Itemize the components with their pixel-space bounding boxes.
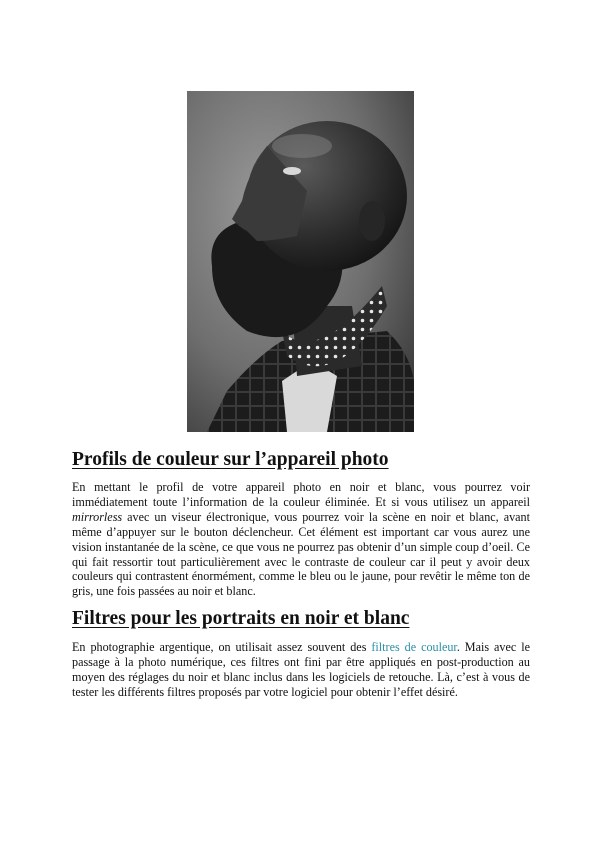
paragraph-text: En photographie argentique, on utilisait assez souvent des	[72, 640, 372, 654]
section-heading-color-profiles: Profils de couleur sur l’appareil photo	[72, 449, 389, 470]
section-paragraph-color-profiles	[72, 480, 530, 599]
paragraph-text: . Mais avec le passage à la photo numérique, ces filtres ont fini par être appliqués en post-production au moyen des réglages du noir et blanc inclus dans les logiciels de retouche. Là, c’est à vous de tester les différents filtres proposés par votre logiciel pour obtenir l’effet désiré.	[72, 640, 530, 699]
portrait-photo	[187, 91, 414, 432]
section-paragraph-filters	[72, 640, 530, 700]
paragraph-text: avec un viseur électronique, vous pourrez voir la scène en noir et blanc, avant même d’appuyer sur le bouton déclencheur. Cet élément est important car vous aurez une vision instantanée de la scène, ce que vous ne pourrez pas obtenir d’un simple coup d’oeil. Ce qui fait ressortir tout particulièrement avec le contraste de couleur car il peut y avoir deux couleurs qui contrastent énormément, comme le bleu ou le jaune, pour revêtir le même ton de gris, une fois passées au noir et blanc.	[72, 509, 530, 599]
paragraph-text: En mettant le profil de votre appareil photo en noir et blanc, vous pourrez voir immédiatement toute l’information de la couleur éliminée. Et si vous utilisez un appareil	[72, 480, 530, 509]
color-filters-link[interactable]: filtres de couleur	[371, 640, 457, 654]
paragraph-emphasis: mirrorless	[72, 509, 123, 524]
portrait-image	[187, 91, 414, 432]
section-heading-filters: Filtres pour les portraits en noir et blanc	[72, 608, 410, 629]
